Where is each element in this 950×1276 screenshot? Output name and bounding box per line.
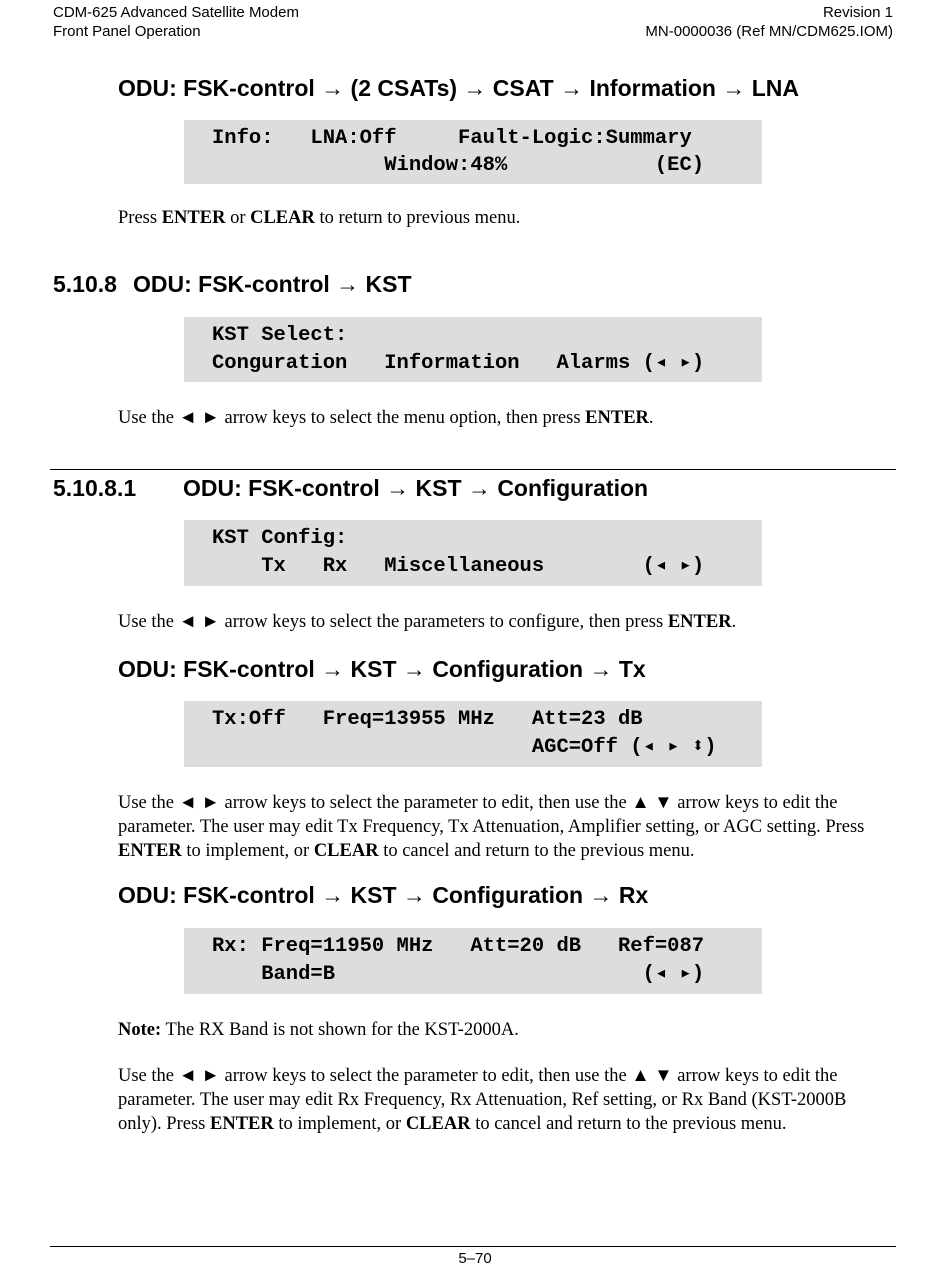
tx-instructions (118, 791, 893, 863)
section-title: ODU: FSK-control → KST (133, 271, 412, 297)
key-name: Note: (118, 1020, 162, 1040)
manual-number: MN-0000036 (Ref MN/CDM625.IOM) (645, 23, 893, 40)
lcd-line-2: AGC=Off (◂ ▸ ⬍) (212, 736, 717, 759)
key-name: ENTER (118, 841, 182, 861)
key-name: CLEAR (405, 1114, 471, 1134)
text-run: to implement, or (181, 841, 314, 861)
text-run: . (731, 612, 737, 632)
kst-lcd-display (184, 317, 762, 382)
footer-rule (50, 1246, 896, 1247)
text-run: . (648, 408, 654, 428)
chapter-title: Front Panel Operation (53, 23, 201, 40)
text-run: or (225, 208, 251, 228)
lcd-line-1: Tx:Off Freq=13955 MHz Att=23 dB (212, 708, 643, 731)
revision-label: Revision 1 (822, 4, 893, 21)
text-run: Use the ◄ ► arrow keys to select the parameter to edit, then use the ▲ ▼ arrow keys to edit the parameter. The user may edit Tx Frequency, Tx Attenuation, Amplifier setting, or AGC setting. Press (118, 793, 865, 837)
rx-lcd-display (184, 928, 762, 994)
lna-heading: ODU: FSK-control → (2 CSATs) → CSAT → Information → LNA (118, 75, 800, 101)
rx-note (118, 1018, 893, 1042)
tx-lcd-display (184, 701, 762, 767)
text-run: to return to previous menu. (314, 208, 521, 228)
rx-instructions (118, 1064, 893, 1136)
key-name: CLEAR (313, 841, 379, 861)
text-run: The RX Band is not shown for the KST-2000A. (161, 1020, 519, 1040)
text-run: to cancel and return to the previous menu. (470, 1114, 787, 1134)
lcd-line-1: KST Config: (212, 527, 348, 550)
kst-section-heading (53, 270, 412, 298)
key-name: ENTER (667, 612, 732, 632)
document-header-left (53, 3, 299, 41)
section-title: ODU: FSK-control → KST → Configuration (183, 475, 649, 501)
lcd-line-2: Conguration Information Alarms (◂ ▸) (212, 352, 705, 375)
section-number: 5.10.8 (53, 271, 117, 297)
document-header-right (645, 3, 893, 41)
config-lcd-display (184, 520, 762, 586)
text-run: Press (118, 208, 162, 228)
lcd-line-1: Rx: Freq=11950 MHz Att=20 dB Ref=087 (212, 935, 705, 958)
document-title: CDM-625 Advanced Satellite Modem (53, 4, 299, 21)
text-run: Use the ◄ ► arrow keys to select the parameter to edit, then use the ▲ ▼ arrow keys to edit the parameter. The user may edit Rx Frequency, Rx Attenuation, Ref setting, or Rx Band (KST-2000B only). Press (118, 1066, 847, 1134)
text-run: to implement, or (273, 1114, 406, 1134)
section-number: 5.10.8.1 (53, 475, 137, 501)
lcd-line-1: KST Select: (212, 324, 348, 347)
text-run: to cancel and return to the previous menu. (378, 841, 695, 861)
kst-instructions (118, 406, 893, 430)
config-section-heading (53, 474, 648, 502)
text-run: Use the ◄ ► arrow keys to select the menu option, then press (118, 408, 586, 428)
lna-lcd-display (184, 120, 762, 184)
section-divider (50, 469, 896, 470)
rx-heading: ODU: FSK-control → KST → Configuration → Rx (118, 882, 649, 908)
key-name: ENTER (210, 1114, 274, 1134)
key-name: ENTER (161, 208, 226, 228)
tx-heading: ODU: FSK-control → KST → Configuration → Tx (118, 656, 646, 682)
lcd-line-2: Window:48% (EC) (212, 154, 705, 177)
lcd-line-2: Tx Rx Miscellaneous (◂ ▸) (212, 555, 705, 578)
lna-instructions (118, 206, 893, 230)
page-number: 5–70 (458, 1250, 492, 1267)
text-run: Use the ◄ ► arrow keys to select the parameters to configure, then press (118, 612, 668, 632)
key-name: ENTER (585, 408, 649, 428)
lcd-line-2: Band=B (◂ ▸) (212, 963, 705, 986)
config-instructions (118, 610, 893, 634)
key-name: CLEAR (250, 208, 315, 228)
lcd-line-1: Info: LNA:Off Fault-Logic:Summary (212, 127, 692, 150)
